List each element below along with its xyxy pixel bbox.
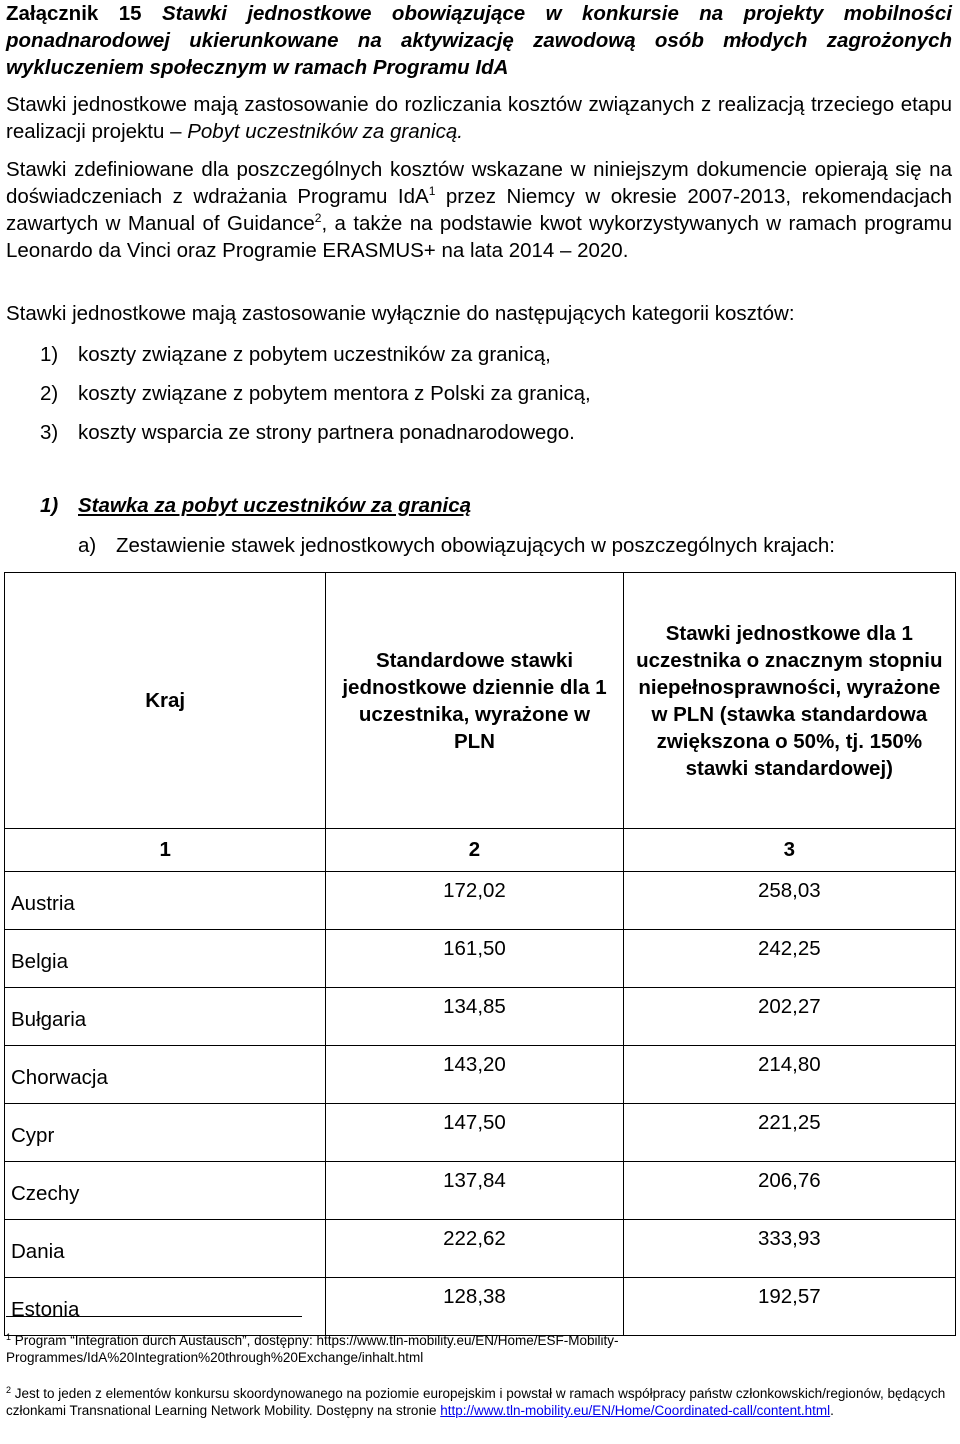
disabled-rate-cell: 221,25 <box>623 1104 955 1162</box>
title-text: Stawki jednostkowe obowiązujące w konkursie na projekty mobilności ponadnarodowej ukierunkowane na aktywizację zawodową osób młodych zagrożonych wykluczeniem społecznym w ramach Programu IdA <box>6 2 953 79</box>
disabled-rate-cell: 192,57 <box>623 1278 955 1336</box>
header-standard-rate: Standardowe stawki jednostkowe dziennie dla 1 uczestnika, wyrażone w PLN <box>326 573 623 829</box>
standard-rate-cell: 222,62 <box>326 1220 623 1278</box>
standard-rate-cell: 143,20 <box>326 1046 623 1104</box>
subsection-title: Zestawienie stawek jednostkowych obowiązujących w poszczególnych krajach: <box>116 534 835 557</box>
list-item-text: koszty wsparcia ze strony partnera ponadnarodowego. <box>78 421 575 444</box>
subsection-number: a) <box>78 534 97 557</box>
disabled-rate-cell: 258,03 <box>623 872 955 930</box>
footnote-2-end: . <box>830 1403 834 1418</box>
country-cell: Estonia <box>5 1278 326 1336</box>
disabled-rate-cell: 214,80 <box>623 1046 955 1104</box>
section-heading <box>40 494 471 518</box>
standard-rate-cell: 147,50 <box>326 1104 623 1162</box>
table-row <box>5 1162 956 1220</box>
standard-rate-cell: 128,38 <box>326 1278 623 1336</box>
list-item-text: koszty związane z pobytem uczestników za granicą, <box>78 343 551 366</box>
paragraph-intro-italic: Pobyt uczestników za granicą. <box>187 120 463 143</box>
list-item-number: 3) <box>40 421 59 444</box>
subsection-heading <box>78 534 835 558</box>
footnote-ref-1[interactable]: 1 <box>428 184 436 198</box>
disabled-rate-cell: 333,93 <box>623 1220 955 1278</box>
section-number: 1) <box>40 494 59 517</box>
list-item-number: 1) <box>40 343 59 366</box>
rates-table <box>4 572 956 1336</box>
country-cell: Dania <box>5 1220 326 1278</box>
standard-rate-cell: 134,85 <box>326 988 623 1046</box>
standard-rate-cell: 137,84 <box>326 1162 623 1220</box>
list-item <box>40 341 551 368</box>
country-cell: Chorwacja <box>5 1046 326 1104</box>
paragraph-basis <box>6 156 952 264</box>
footnote-2-marker: 2 <box>6 1385 12 1395</box>
table-row <box>5 872 956 930</box>
standard-rate-cell: 161,50 <box>326 930 623 988</box>
list-item-number: 2) <box>40 382 59 405</box>
footnote-2 <box>6 1385 952 1419</box>
list-item-text: koszty związane z pobytem mentora z Polski za granicą, <box>78 382 591 405</box>
paragraph-basis-a: Stawki zdefiniowane dla poszczególnych kosztów wskazane w niniejszym dokumencie opierają się na doświadczeniach z wdrażania Programu IdA <box>6 158 952 208</box>
disabled-rate-cell: 242,25 <box>623 930 955 988</box>
country-cell: Bułgaria <box>5 988 326 1046</box>
header-country: Kraj <box>5 573 326 829</box>
footnote-ref-2[interactable]: 2 <box>314 211 322 225</box>
country-cell: Cypr <box>5 1104 326 1162</box>
document-title <box>6 0 952 81</box>
list-item <box>40 419 575 446</box>
table-row <box>5 1220 956 1278</box>
table-row <box>5 1046 956 1104</box>
paragraph-intro-text: Stawki jednostkowe mają zastosowanie do rozliczania kosztów związanych z realizacją trzeciego etapu realizacji projektu – <box>6 93 952 143</box>
paragraph-categories: Stawki jednostkowe mają zastosowanie wyłącznie do następujących kategorii kosztów: <box>6 302 795 325</box>
footnote-divider <box>6 1316 302 1317</box>
table-row <box>5 930 956 988</box>
disabled-rate-cell: 206,76 <box>623 1162 955 1220</box>
footnote-2-link[interactable]: http://www.tln-mobility.eu/EN/Home/Coordinated-call/content.html <box>440 1403 831 1418</box>
disabled-rate-cell: 202,27 <box>623 988 955 1046</box>
column-number: 3 <box>623 829 955 872</box>
footnote-1 <box>6 1332 952 1366</box>
table-header-row <box>5 573 956 829</box>
country-cell: Belgia <box>5 930 326 988</box>
country-cell: Czechy <box>5 1162 326 1220</box>
section-title: Stawka za pobyt uczestników za granicą <box>78 494 472 517</box>
table-number-row <box>5 829 956 872</box>
country-cell: Austria <box>5 872 326 930</box>
paragraph-basis-b: przez Niemcy w okresie 2007-2013, rekomendacjach zawartych w Manual of Guidance <box>6 185 953 235</box>
footnote-2-text: Jest to jeden z elementów konkursu skoordynowanego na poziomie europejskim i powstał w ramach współpracy państw członkowskich/regionów, będących członkami Transnational Learning Network Mobility. Dostępny na stronie <box>6 1386 946 1418</box>
table-row <box>5 1104 956 1162</box>
footnote-1-text: Program “Integration durch Austausch”, dostępny: https://www.tln-mobility.eu/EN/Home/ESF-Mobility-Programmes/IdA%20Integration%20through%20Exchange/inhalt.html <box>6 1333 619 1365</box>
table-row <box>5 1278 956 1336</box>
title-prefix: Załącznik 15 <box>6 2 142 25</box>
paragraph-intro <box>6 91 952 145</box>
column-number: 1 <box>5 829 326 872</box>
footnote-1-marker: 1 <box>6 1332 12 1342</box>
paragraph-basis-c: , a także na podstawie kwot wykorzystywanych w ramach programu Leonardo da Vinci oraz Programie ERASMUS+ na lata 2014 – 2020. <box>6 212 952 262</box>
list-item <box>40 380 591 407</box>
header-disabled-rate: Stawki jednostkowe dla 1 uczestnika o znacznym stopniu niepełnosprawności, wyrażone w PLN (stawka standardowa zwiększona o 50%, tj. 150% stawki standardowej) <box>623 573 955 829</box>
standard-rate-cell: 172,02 <box>326 872 623 930</box>
table-row <box>5 988 956 1046</box>
column-number: 2 <box>326 829 623 872</box>
